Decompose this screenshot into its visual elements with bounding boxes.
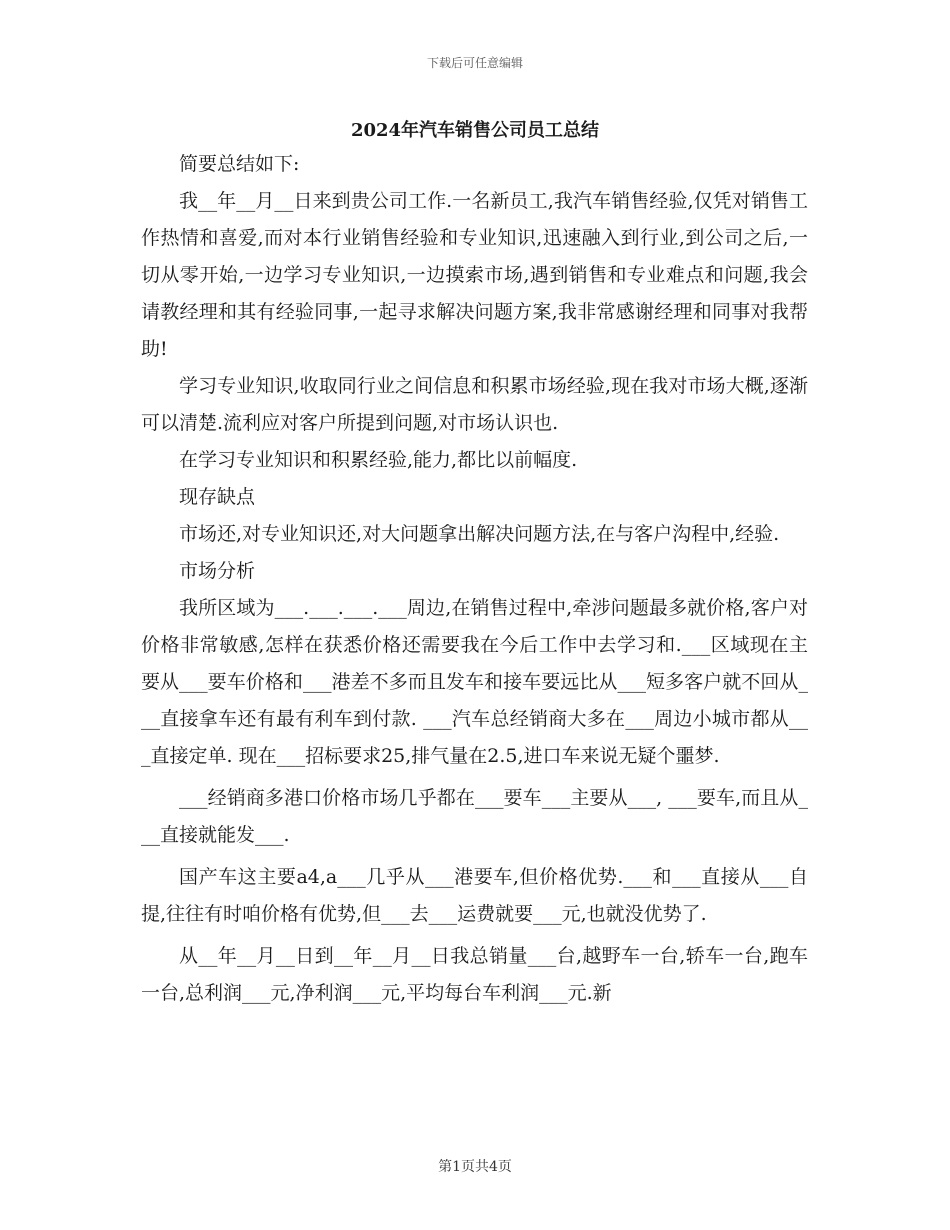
section-heading-shortcomings: 现存缺点 [179,486,256,508]
paragraph-dealers: ___经销商多港口价格市场几乎都在___要车___主要从___, ___要车,而且从___直接就能发___. [141,787,808,846]
paragraph-market-region: 我所区域为___.___.___.___周边,在销售过程中,牵涉问题最多就价格,客户对价格非常敏感,怎样在获悉价格还需要我在今后工作中去学习和.___区域现在主要从___要车价格和___港差不多而且发车和接车要远比从___短多客户就不回从___直接拿车还有最有利车到付款. ___汽车总经销商大多在___周边小城市都从___直接定单. 现在___招标要求25,排气量在2.5,进口车来说无疑个噩梦. [141,597,808,767]
paragraph-sales-figures: 从__年__月__日到__年__月__日我总销量___台,越野车一台,轿车一台,跑车一台,总利润___元,净利润___元,平均每台车利润___元.新 [141,945,808,1004]
section-heading-market-analysis: 市场分析 [179,560,256,582]
document-body [141,146,808,1012]
paragraph-arrival: 我__年__月__日来到贵公司工作.一名新员工,我汽车销售经验,仅凭对销售工作热情和喜爱,而对本行业销售经验和专业知识,迅速融入到行业,到公司之后,一切从零开始,一边学习专业知识,一边摸索市场,遇到销售和专业难点和问题,我会请教经理和其有经验同事,一起寻求解决问题方案,我非常感谢经理和同事对我帮助! [141,190,808,360]
paragraph-intro: 简要总结如下: [179,153,300,175]
page-header-note: 下载后可任意编辑 [426,56,523,70]
paragraph-shortcomings: 市场还,对专业知识还,对大问题拿出解决问题方法,在与客户沟程中,经验. [179,523,780,545]
page-number: 第1页共4页 [438,1159,512,1175]
document-title: 2024年汽车销售公司员工总结 [350,120,600,141]
paragraph-domestic-cars: 国产车这主要a4,a___几乎从___港要车,但价格优势.___和___直接从___自提,往往有时咱价格有优势,但___去___运费就要___元,也就没优势了. [141,866,808,925]
paragraph-learning: 学习专业知识,收取同行业之间信息和积累市场经验,现在我对市场大概,逐渐可以清楚.流利应对客户所提到问题,对市场认识也. [141,375,808,434]
paragraph-progress: 在学习专业知识和积累经验,能力,都比以前幅度. [179,449,578,471]
